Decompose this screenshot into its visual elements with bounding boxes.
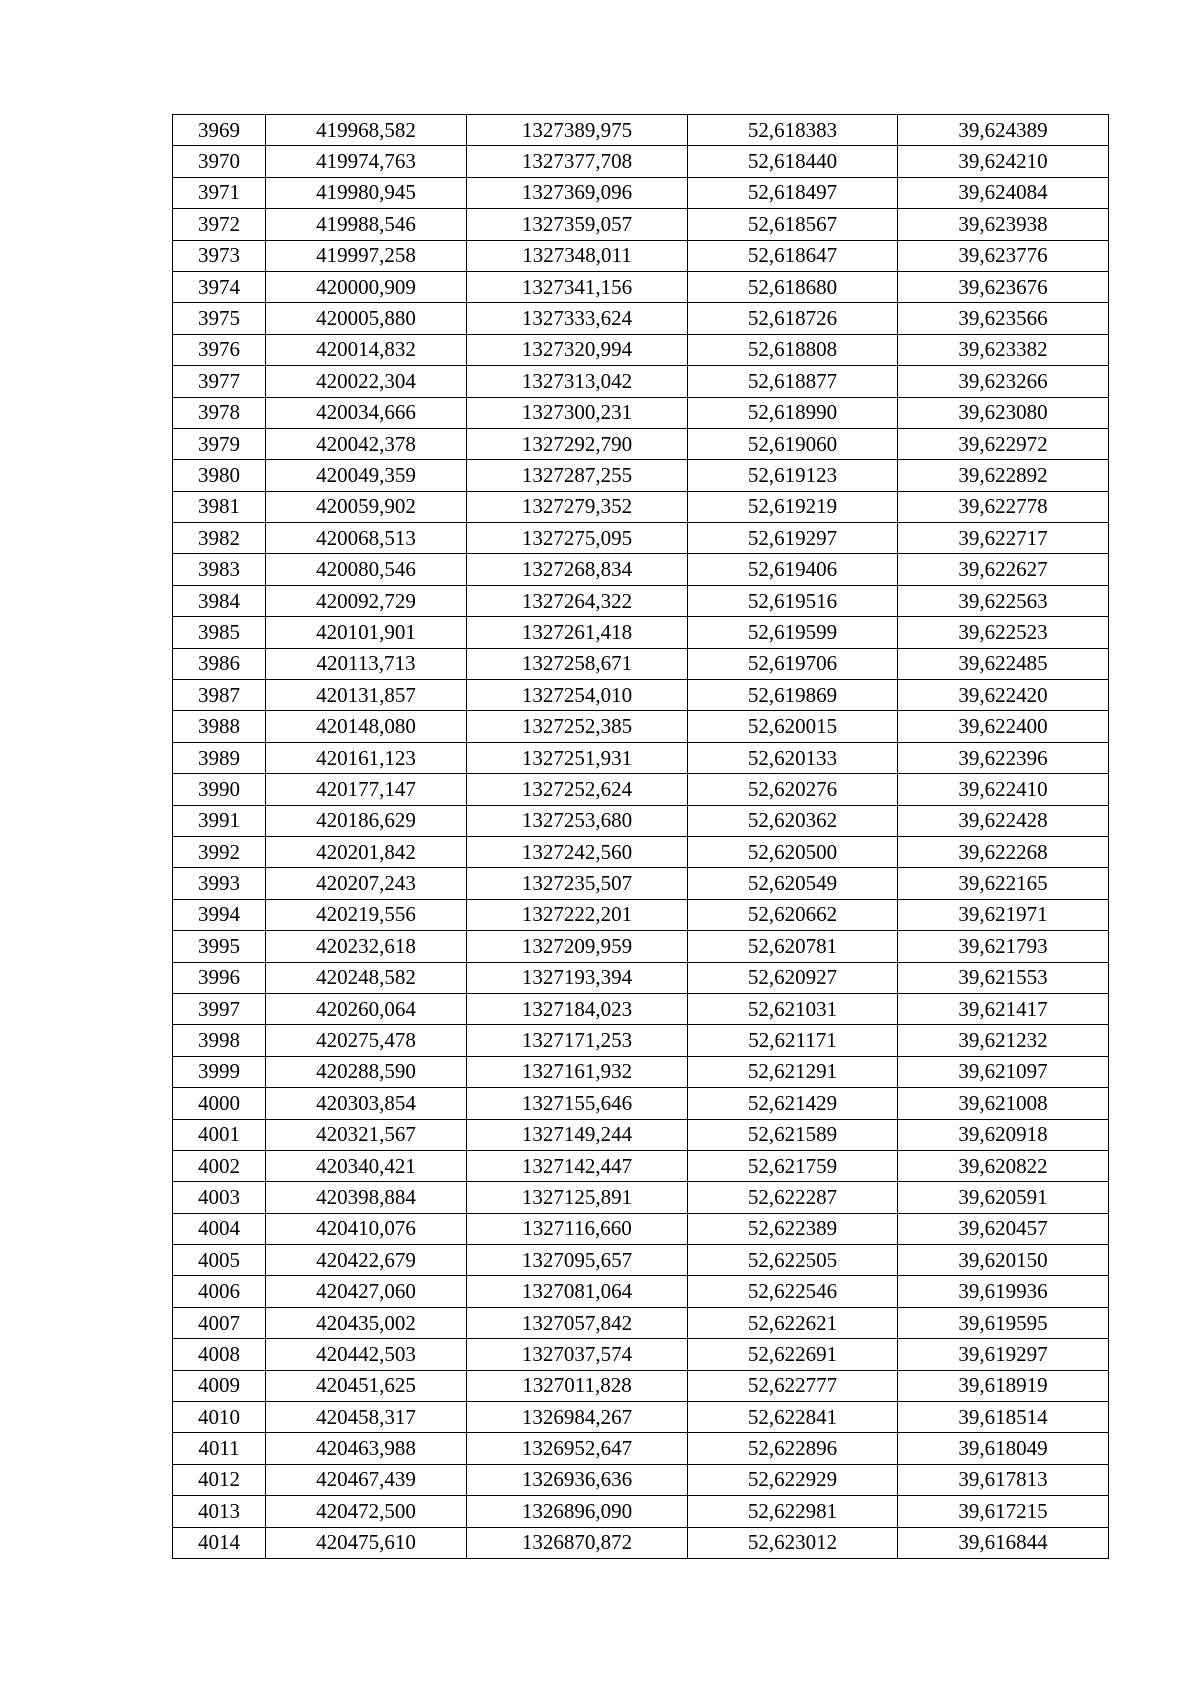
point-number-cell: 4008 bbox=[173, 1339, 266, 1370]
longitude-cell: 39,618514 bbox=[898, 1402, 1109, 1433]
longitude-cell: 39,624210 bbox=[898, 146, 1109, 177]
latitude-cell: 52,619219 bbox=[688, 491, 898, 522]
latitude-cell: 52,620500 bbox=[688, 836, 898, 867]
y-coordinate-cell: 1327313,042 bbox=[467, 366, 688, 397]
x-coordinate-cell: 420148,080 bbox=[266, 711, 467, 742]
longitude-cell: 39,620457 bbox=[898, 1213, 1109, 1244]
point-number-cell: 3975 bbox=[173, 303, 266, 334]
x-coordinate-cell: 420442,503 bbox=[266, 1339, 467, 1370]
point-number-cell: 3994 bbox=[173, 899, 266, 930]
y-coordinate-cell: 1327222,201 bbox=[467, 899, 688, 930]
y-coordinate-cell: 1327377,708 bbox=[467, 146, 688, 177]
longitude-cell: 39,622778 bbox=[898, 491, 1109, 522]
longitude-cell: 39,622410 bbox=[898, 774, 1109, 805]
table-row bbox=[173, 303, 1109, 334]
x-coordinate-cell: 420092,729 bbox=[266, 585, 467, 616]
x-coordinate-cell: 420398,884 bbox=[266, 1182, 467, 1213]
latitude-cell: 52,618680 bbox=[688, 271, 898, 302]
y-coordinate-cell: 1327116,660 bbox=[467, 1213, 688, 1244]
longitude-cell: 39,621793 bbox=[898, 931, 1109, 962]
y-coordinate-cell: 1327161,932 bbox=[467, 1056, 688, 1087]
x-coordinate-cell: 420022,304 bbox=[266, 366, 467, 397]
longitude-cell: 39,620822 bbox=[898, 1150, 1109, 1181]
point-number-cell: 4009 bbox=[173, 1370, 266, 1401]
y-coordinate-cell: 1327125,891 bbox=[467, 1182, 688, 1213]
point-number-cell: 3991 bbox=[173, 805, 266, 836]
x-coordinate-cell: 420422,679 bbox=[266, 1245, 467, 1276]
latitude-cell: 52,622841 bbox=[688, 1402, 898, 1433]
point-number-cell: 3982 bbox=[173, 523, 266, 554]
table-row bbox=[173, 836, 1109, 867]
y-coordinate-cell: 1327254,010 bbox=[467, 680, 688, 711]
latitude-cell: 52,619406 bbox=[688, 554, 898, 585]
x-coordinate-cell: 420201,842 bbox=[266, 836, 467, 867]
longitude-cell: 39,620918 bbox=[898, 1119, 1109, 1150]
y-coordinate-cell: 1326952,647 bbox=[467, 1433, 688, 1464]
latitude-cell: 52,618877 bbox=[688, 366, 898, 397]
y-coordinate-cell: 1326870,872 bbox=[467, 1527, 688, 1558]
latitude-cell: 52,621429 bbox=[688, 1088, 898, 1119]
x-coordinate-cell: 420034,666 bbox=[266, 397, 467, 428]
y-coordinate-cell: 1327011,828 bbox=[467, 1370, 688, 1401]
table-row bbox=[173, 899, 1109, 930]
x-coordinate-cell: 420321,567 bbox=[266, 1119, 467, 1150]
table-row bbox=[173, 1464, 1109, 1495]
latitude-cell: 52,618990 bbox=[688, 397, 898, 428]
longitude-cell: 39,624389 bbox=[898, 115, 1109, 146]
longitude-cell: 39,621553 bbox=[898, 962, 1109, 993]
table-row bbox=[173, 1025, 1109, 1056]
point-number-cell: 3971 bbox=[173, 177, 266, 208]
point-number-cell: 3976 bbox=[173, 334, 266, 365]
longitude-cell: 39,621417 bbox=[898, 993, 1109, 1024]
latitude-cell: 52,622505 bbox=[688, 1245, 898, 1276]
x-coordinate-cell: 420303,854 bbox=[266, 1088, 467, 1119]
table-row bbox=[173, 177, 1109, 208]
y-coordinate-cell: 1327275,095 bbox=[467, 523, 688, 554]
longitude-cell: 39,620591 bbox=[898, 1182, 1109, 1213]
longitude-cell: 39,622396 bbox=[898, 742, 1109, 773]
latitude-cell: 52,619599 bbox=[688, 617, 898, 648]
y-coordinate-cell: 1327184,023 bbox=[467, 993, 688, 1024]
table-row bbox=[173, 271, 1109, 302]
y-coordinate-cell: 1326936,636 bbox=[467, 1464, 688, 1495]
longitude-cell: 39,619297 bbox=[898, 1339, 1109, 1370]
longitude-cell: 39,623776 bbox=[898, 240, 1109, 271]
point-number-cell: 4004 bbox=[173, 1213, 266, 1244]
x-coordinate-cell: 419980,945 bbox=[266, 177, 467, 208]
latitude-cell: 52,622287 bbox=[688, 1182, 898, 1213]
table-row bbox=[173, 774, 1109, 805]
y-coordinate-cell: 1327253,680 bbox=[467, 805, 688, 836]
point-number-cell: 4012 bbox=[173, 1464, 266, 1495]
table-row bbox=[173, 491, 1109, 522]
point-number-cell: 4007 bbox=[173, 1307, 266, 1338]
point-number-cell: 4005 bbox=[173, 1245, 266, 1276]
y-coordinate-cell: 1327348,011 bbox=[467, 240, 688, 271]
point-number-cell: 3985 bbox=[173, 617, 266, 648]
table-row bbox=[173, 1088, 1109, 1119]
x-coordinate-cell: 420161,123 bbox=[266, 742, 467, 773]
point-number-cell: 4002 bbox=[173, 1150, 266, 1181]
longitude-cell: 39,623566 bbox=[898, 303, 1109, 334]
y-coordinate-cell: 1327292,790 bbox=[467, 428, 688, 459]
y-coordinate-cell: 1327209,959 bbox=[467, 931, 688, 962]
table-row bbox=[173, 1245, 1109, 1276]
latitude-cell: 52,619060 bbox=[688, 428, 898, 459]
y-coordinate-cell: 1327155,646 bbox=[467, 1088, 688, 1119]
coordinates-table bbox=[172, 114, 1109, 1559]
latitude-cell: 52,620015 bbox=[688, 711, 898, 742]
y-coordinate-cell: 1327389,975 bbox=[467, 115, 688, 146]
table-row bbox=[173, 931, 1109, 962]
latitude-cell: 52,621759 bbox=[688, 1150, 898, 1181]
point-number-cell: 3979 bbox=[173, 428, 266, 459]
table-row bbox=[173, 805, 1109, 836]
y-coordinate-cell: 1327142,447 bbox=[467, 1150, 688, 1181]
longitude-cell: 39,622485 bbox=[898, 648, 1109, 679]
x-coordinate-cell: 420014,832 bbox=[266, 334, 467, 365]
latitude-cell: 52,620276 bbox=[688, 774, 898, 805]
y-coordinate-cell: 1327251,931 bbox=[467, 742, 688, 773]
longitude-cell: 39,623938 bbox=[898, 209, 1109, 240]
latitude-cell: 52,620781 bbox=[688, 931, 898, 962]
y-coordinate-cell: 1327171,253 bbox=[467, 1025, 688, 1056]
point-number-cell: 4001 bbox=[173, 1119, 266, 1150]
y-coordinate-cell: 1327264,322 bbox=[467, 585, 688, 616]
table-row bbox=[173, 993, 1109, 1024]
table-row bbox=[173, 366, 1109, 397]
x-coordinate-cell: 420207,243 bbox=[266, 868, 467, 899]
table-row bbox=[173, 146, 1109, 177]
x-coordinate-cell: 420288,590 bbox=[266, 1056, 467, 1087]
x-coordinate-cell: 420467,439 bbox=[266, 1464, 467, 1495]
longitude-cell: 39,617215 bbox=[898, 1496, 1109, 1527]
y-coordinate-cell: 1327300,231 bbox=[467, 397, 688, 428]
latitude-cell: 52,620662 bbox=[688, 899, 898, 930]
point-number-cell: 3990 bbox=[173, 774, 266, 805]
table-row bbox=[173, 523, 1109, 554]
latitude-cell: 52,618567 bbox=[688, 209, 898, 240]
longitude-cell: 39,622523 bbox=[898, 617, 1109, 648]
point-number-cell: 3996 bbox=[173, 962, 266, 993]
x-coordinate-cell: 420042,378 bbox=[266, 428, 467, 459]
y-coordinate-cell: 1327333,624 bbox=[467, 303, 688, 334]
latitude-cell: 52,619869 bbox=[688, 680, 898, 711]
x-coordinate-cell: 420427,060 bbox=[266, 1276, 467, 1307]
latitude-cell: 52,622621 bbox=[688, 1307, 898, 1338]
point-number-cell: 4003 bbox=[173, 1182, 266, 1213]
point-number-cell: 3972 bbox=[173, 209, 266, 240]
table-row bbox=[173, 1402, 1109, 1433]
y-coordinate-cell: 1326984,267 bbox=[467, 1402, 688, 1433]
y-coordinate-cell: 1327252,385 bbox=[467, 711, 688, 742]
x-coordinate-cell: 420005,880 bbox=[266, 303, 467, 334]
x-coordinate-cell: 419968,582 bbox=[266, 115, 467, 146]
longitude-cell: 39,616844 bbox=[898, 1527, 1109, 1558]
y-coordinate-cell: 1327287,255 bbox=[467, 460, 688, 491]
latitude-cell: 52,622896 bbox=[688, 1433, 898, 1464]
point-number-cell: 3995 bbox=[173, 931, 266, 962]
table-row bbox=[173, 460, 1109, 491]
point-number-cell: 3989 bbox=[173, 742, 266, 773]
y-coordinate-cell: 1327359,057 bbox=[467, 209, 688, 240]
latitude-cell: 52,620362 bbox=[688, 805, 898, 836]
longitude-cell: 39,623080 bbox=[898, 397, 1109, 428]
longitude-cell: 39,618049 bbox=[898, 1433, 1109, 1464]
table-row bbox=[173, 1119, 1109, 1150]
point-number-cell: 3978 bbox=[173, 397, 266, 428]
point-number-cell: 3981 bbox=[173, 491, 266, 522]
x-coordinate-cell: 420177,147 bbox=[266, 774, 467, 805]
latitude-cell: 52,621171 bbox=[688, 1025, 898, 1056]
latitude-cell: 52,619516 bbox=[688, 585, 898, 616]
table-row bbox=[173, 648, 1109, 679]
table-row bbox=[173, 1433, 1109, 1464]
y-coordinate-cell: 1327341,156 bbox=[467, 271, 688, 302]
table-row bbox=[173, 428, 1109, 459]
table-row bbox=[173, 240, 1109, 271]
point-number-cell: 4011 bbox=[173, 1433, 266, 1464]
point-number-cell: 3980 bbox=[173, 460, 266, 491]
x-coordinate-cell: 420340,421 bbox=[266, 1150, 467, 1181]
table-row bbox=[173, 115, 1109, 146]
longitude-cell: 39,622563 bbox=[898, 585, 1109, 616]
longitude-cell: 39,622420 bbox=[898, 680, 1109, 711]
table-row bbox=[173, 1056, 1109, 1087]
y-coordinate-cell: 1327279,352 bbox=[467, 491, 688, 522]
point-number-cell: 3999 bbox=[173, 1056, 266, 1087]
y-coordinate-cell: 1327261,418 bbox=[467, 617, 688, 648]
latitude-cell: 52,619123 bbox=[688, 460, 898, 491]
table-row bbox=[173, 1307, 1109, 1338]
latitude-cell: 52,622929 bbox=[688, 1464, 898, 1495]
point-number-cell: 3997 bbox=[173, 993, 266, 1024]
x-coordinate-cell: 420463,988 bbox=[266, 1433, 467, 1464]
point-number-cell: 3988 bbox=[173, 711, 266, 742]
longitude-cell: 39,621008 bbox=[898, 1088, 1109, 1119]
point-number-cell: 3992 bbox=[173, 836, 266, 867]
latitude-cell: 52,622777 bbox=[688, 1370, 898, 1401]
y-coordinate-cell: 1326896,090 bbox=[467, 1496, 688, 1527]
y-coordinate-cell: 1327258,671 bbox=[467, 648, 688, 679]
table-row bbox=[173, 585, 1109, 616]
x-coordinate-cell: 420451,625 bbox=[266, 1370, 467, 1401]
latitude-cell: 52,622981 bbox=[688, 1496, 898, 1527]
table-row bbox=[173, 680, 1109, 711]
x-coordinate-cell: 420101,901 bbox=[266, 617, 467, 648]
longitude-cell: 39,622400 bbox=[898, 711, 1109, 742]
longitude-cell: 39,619595 bbox=[898, 1307, 1109, 1338]
latitude-cell: 52,621291 bbox=[688, 1056, 898, 1087]
latitude-cell: 52,622389 bbox=[688, 1213, 898, 1244]
table-row bbox=[173, 1182, 1109, 1213]
table-row bbox=[173, 617, 1109, 648]
y-coordinate-cell: 1327268,834 bbox=[467, 554, 688, 585]
latitude-cell: 52,621031 bbox=[688, 993, 898, 1024]
x-coordinate-cell: 419988,546 bbox=[266, 209, 467, 240]
latitude-cell: 52,623012 bbox=[688, 1527, 898, 1558]
latitude-cell: 52,618726 bbox=[688, 303, 898, 334]
latitude-cell: 52,620927 bbox=[688, 962, 898, 993]
x-coordinate-cell: 419997,258 bbox=[266, 240, 467, 271]
table-row bbox=[173, 1150, 1109, 1181]
longitude-cell: 39,619936 bbox=[898, 1276, 1109, 1307]
point-number-cell: 3969 bbox=[173, 115, 266, 146]
table-row bbox=[173, 334, 1109, 365]
table-row bbox=[173, 397, 1109, 428]
point-number-cell: 4013 bbox=[173, 1496, 266, 1527]
x-coordinate-cell: 420260,064 bbox=[266, 993, 467, 1024]
table-row bbox=[173, 1276, 1109, 1307]
longitude-cell: 39,622428 bbox=[898, 805, 1109, 836]
point-number-cell: 4000 bbox=[173, 1088, 266, 1119]
point-number-cell: 3993 bbox=[173, 868, 266, 899]
x-coordinate-cell: 420049,359 bbox=[266, 460, 467, 491]
longitude-cell: 39,622892 bbox=[898, 460, 1109, 491]
x-coordinate-cell: 420435,002 bbox=[266, 1307, 467, 1338]
table-row bbox=[173, 1213, 1109, 1244]
point-number-cell: 3977 bbox=[173, 366, 266, 397]
latitude-cell: 52,618647 bbox=[688, 240, 898, 271]
y-coordinate-cell: 1327193,394 bbox=[467, 962, 688, 993]
y-coordinate-cell: 1327320,994 bbox=[467, 334, 688, 365]
y-coordinate-cell: 1327095,657 bbox=[467, 1245, 688, 1276]
longitude-cell: 39,622165 bbox=[898, 868, 1109, 899]
y-coordinate-cell: 1327235,507 bbox=[467, 868, 688, 899]
y-coordinate-cell: 1327369,096 bbox=[467, 177, 688, 208]
x-coordinate-cell: 420186,629 bbox=[266, 805, 467, 836]
point-number-cell: 4014 bbox=[173, 1527, 266, 1558]
y-coordinate-cell: 1327242,560 bbox=[467, 836, 688, 867]
y-coordinate-cell: 1327037,574 bbox=[467, 1339, 688, 1370]
table-row bbox=[173, 1339, 1109, 1370]
point-number-cell: 3998 bbox=[173, 1025, 266, 1056]
table-row bbox=[173, 1370, 1109, 1401]
x-coordinate-cell: 420410,076 bbox=[266, 1213, 467, 1244]
longitude-cell: 39,622627 bbox=[898, 554, 1109, 585]
x-coordinate-cell: 420131,857 bbox=[266, 680, 467, 711]
longitude-cell: 39,617813 bbox=[898, 1464, 1109, 1495]
longitude-cell: 39,621097 bbox=[898, 1056, 1109, 1087]
x-coordinate-cell: 420472,500 bbox=[266, 1496, 467, 1527]
table-row bbox=[173, 554, 1109, 585]
x-coordinate-cell: 420458,317 bbox=[266, 1402, 467, 1433]
latitude-cell: 52,621589 bbox=[688, 1119, 898, 1150]
x-coordinate-cell: 420475,610 bbox=[266, 1527, 467, 1558]
x-coordinate-cell: 420248,582 bbox=[266, 962, 467, 993]
latitude-cell: 52,622546 bbox=[688, 1276, 898, 1307]
coordinates-table-body bbox=[173, 115, 1109, 1559]
longitude-cell: 39,623676 bbox=[898, 271, 1109, 302]
point-number-cell: 3986 bbox=[173, 648, 266, 679]
table-row bbox=[173, 1527, 1109, 1558]
latitude-cell: 52,620549 bbox=[688, 868, 898, 899]
x-coordinate-cell: 419974,763 bbox=[266, 146, 467, 177]
longitude-cell: 39,623266 bbox=[898, 366, 1109, 397]
point-number-cell: 3970 bbox=[173, 146, 266, 177]
latitude-cell: 52,618808 bbox=[688, 334, 898, 365]
x-coordinate-cell: 420219,556 bbox=[266, 899, 467, 930]
table-row bbox=[173, 742, 1109, 773]
x-coordinate-cell: 420068,513 bbox=[266, 523, 467, 554]
x-coordinate-cell: 420113,713 bbox=[266, 648, 467, 679]
x-coordinate-cell: 420232,618 bbox=[266, 931, 467, 962]
longitude-cell: 39,622717 bbox=[898, 523, 1109, 554]
longitude-cell: 39,622972 bbox=[898, 428, 1109, 459]
longitude-cell: 39,621232 bbox=[898, 1025, 1109, 1056]
point-number-cell: 3973 bbox=[173, 240, 266, 271]
y-coordinate-cell: 1327081,064 bbox=[467, 1276, 688, 1307]
y-coordinate-cell: 1327149,244 bbox=[467, 1119, 688, 1150]
longitude-cell: 39,624084 bbox=[898, 177, 1109, 208]
latitude-cell: 52,618440 bbox=[688, 146, 898, 177]
latitude-cell: 52,620133 bbox=[688, 742, 898, 773]
longitude-cell: 39,621971 bbox=[898, 899, 1109, 930]
y-coordinate-cell: 1327252,624 bbox=[467, 774, 688, 805]
longitude-cell: 39,623382 bbox=[898, 334, 1109, 365]
table-row bbox=[173, 868, 1109, 899]
table-row bbox=[173, 962, 1109, 993]
point-number-cell: 3984 bbox=[173, 585, 266, 616]
point-number-cell: 4010 bbox=[173, 1402, 266, 1433]
point-number-cell: 3983 bbox=[173, 554, 266, 585]
x-coordinate-cell: 420059,902 bbox=[266, 491, 467, 522]
longitude-cell: 39,620150 bbox=[898, 1245, 1109, 1276]
longitude-cell: 39,618919 bbox=[898, 1370, 1109, 1401]
latitude-cell: 52,622691 bbox=[688, 1339, 898, 1370]
table-row bbox=[173, 1496, 1109, 1527]
x-coordinate-cell: 420000,909 bbox=[266, 271, 467, 302]
point-number-cell: 3974 bbox=[173, 271, 266, 302]
latitude-cell: 52,618383 bbox=[688, 115, 898, 146]
latitude-cell: 52,619297 bbox=[688, 523, 898, 554]
x-coordinate-cell: 420275,478 bbox=[266, 1025, 467, 1056]
longitude-cell: 39,622268 bbox=[898, 836, 1109, 867]
point-number-cell: 3987 bbox=[173, 680, 266, 711]
latitude-cell: 52,618497 bbox=[688, 177, 898, 208]
point-number-cell: 4006 bbox=[173, 1276, 266, 1307]
table-row bbox=[173, 209, 1109, 240]
y-coordinate-cell: 1327057,842 bbox=[467, 1307, 688, 1338]
table-row bbox=[173, 711, 1109, 742]
latitude-cell: 52,619706 bbox=[688, 648, 898, 679]
x-coordinate-cell: 420080,546 bbox=[266, 554, 467, 585]
